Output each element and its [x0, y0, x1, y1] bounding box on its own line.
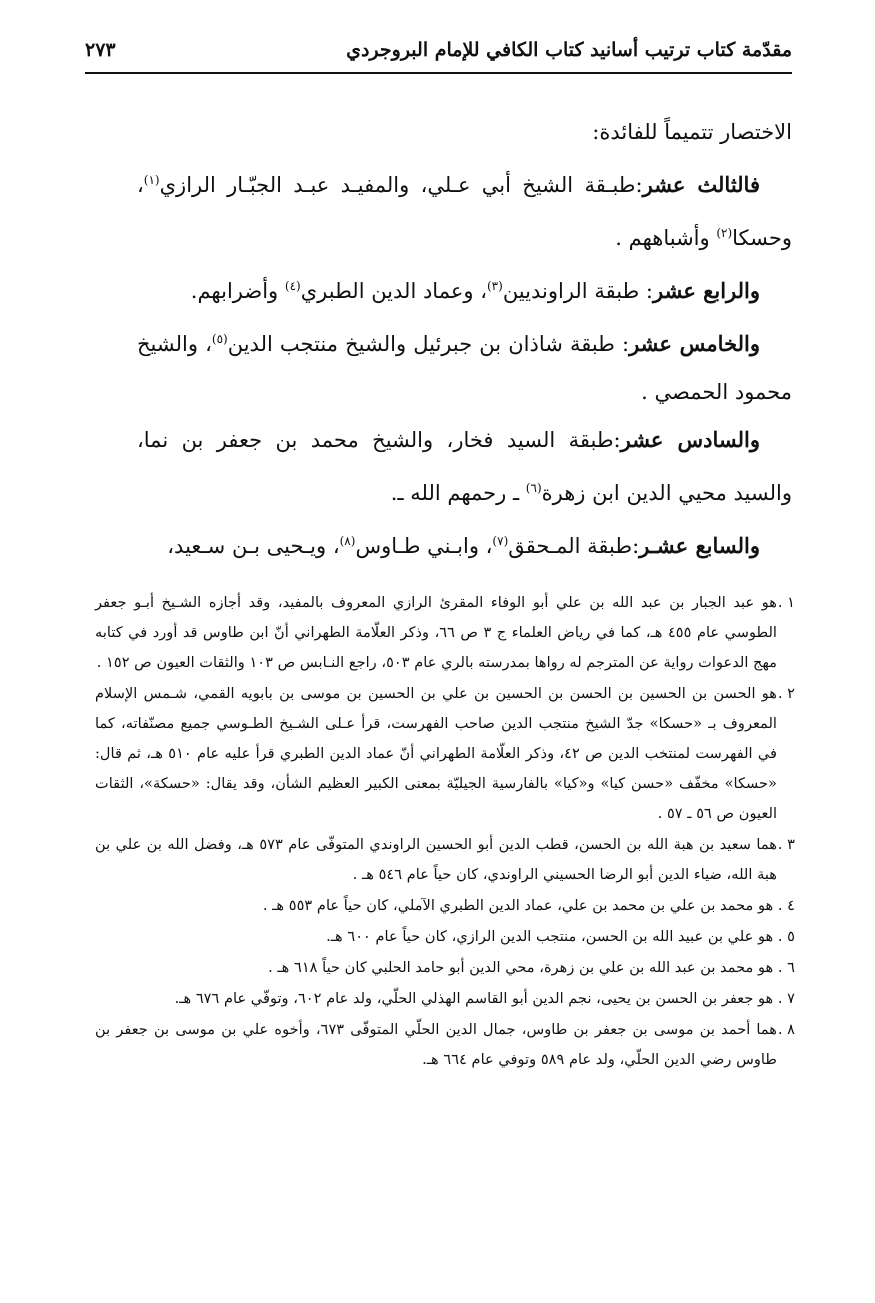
text-13-end: وأشباههم . [615, 226, 717, 250]
footnote-text: هو جعفر بن الحسن بن يحيى، نجم الدين أبو القاسم الهذلي الحلّي، ولد عام ٦٠٢، وتوفّي عام ٦٧٦ هـ. [174, 990, 774, 1007]
header-rule [85, 72, 792, 74]
footnote-1 [95, 588, 795, 678]
text-17: :طبقة المـحقق [508, 534, 640, 558]
text-13-mid: ، وحسكا [137, 173, 792, 250]
footnote-ref-2[interactable]: (٢) [716, 226, 733, 240]
footnote-number: ١ . [777, 594, 795, 611]
footnote-3 [95, 830, 795, 890]
footnote-2 [95, 679, 795, 829]
paragraph-14 [137, 262, 792, 315]
text-14-end: وأضرابهم. [190, 279, 285, 303]
footnote-4 [95, 891, 795, 921]
footnote-8 [95, 1015, 795, 1075]
main-text [137, 108, 792, 570]
footnote-ref-4[interactable]: (٤) [284, 279, 301, 293]
label-15: والخامس عشر [629, 331, 761, 356]
text-14: : طبقة الراونديين [502, 279, 654, 303]
footnote-number: ٢ . [777, 685, 795, 702]
footnote-number: ٥ . [777, 928, 795, 945]
text-14-mid: ، وعماد الدين الطبري [300, 279, 487, 303]
footnote-text: هو علي بن عبيد الله بن الحسن، منتجب الدين الرازي، كان حياً عام ٦٠٠ هـ. [326, 928, 774, 945]
label-16: والسادس عشر [620, 427, 760, 452]
paragraph-15 [137, 315, 792, 416]
text-17-mid: ، وابـني طـاوس [355, 534, 493, 558]
text-13: :طبـقة الشيخ أبي عـلي، والمفيـد عبـد الجبّـار الرازي [159, 173, 643, 197]
footnote-number: ٧ . [777, 990, 795, 1007]
footnote-text: هو محمد بن علي بن محمد بن علي، عماد الدين الطبري الآملي، كان حياً عام ٥٥٣ هـ . [262, 897, 774, 914]
footnote-number: ٣ . [777, 836, 795, 853]
footnote-ref-3[interactable]: (٣) [486, 279, 503, 293]
footnote-ref-8[interactable]: (٨) [339, 534, 356, 548]
footnote-text: هو عبد الجبار بن عبد الله بن علي أبو الوفاء المقرئ الرازي المعروف بالمفيد، وقد أجازه الشـيخ أبـو جعفر الطوسي عام ٤٥٥ هـ، كما في رياض العلماء ج ٣ ص ٦٦، وذكر العلّامة الطهراني أنّ ابن طاوس قد أورد في كتابه مهج الدعوات رواية عن المترجم له رواها بمدرسته بالري عام ٥٠٣، راجع النـابس ص ١٠٣ والثقات العيون ص ١٥٢ . [95, 594, 777, 671]
footnote-6 [95, 953, 795, 983]
footnotes-section [95, 588, 795, 1076]
label-14: والرابع عشر [653, 278, 760, 303]
footnote-text: هو الحسن بن الحسين بن الحسن بن الحسين بن علي بن الحسين بن موسى بن بابويه القمي، شـمس الإسلام المعروف بـ «حسكا» جدّ الشيخ منتجب الدين صاحب الفهرست، قرأ عـلى الشـيخ الطـوسي جميع مصنّفاته، كما في الفهرست لمنتخب الدين ص ٤٢، وذكر العلّامة الطهراني أنّ عماد الدين الطبري قرأ عليه عام ٥١٠ هـ، ثم قال: «حسكا» مخفّف «حسن كيا» و«كيا» بالفارسية الجيليّة بمعنى الكبير العظيم الشأن، وقد يقال: «حسكة»، الثقات العيون ص ٥٦ ـ ٥٧ . [95, 685, 777, 822]
footnote-text: هما أحمد بن موسى بن جعفر بن طاوس، جمال الدين الحلّي المتوفّى ٦٧٣، وأخوه علي بن موسى بن جعفر بن طاوس رضي الدين الحلّي، ولد عام ٥٨٩ وتوفي عام ٦٦٤ هـ. [95, 1021, 778, 1068]
footnote-ref-6[interactable]: (٦) [525, 481, 542, 495]
intro-line: الاختصار تتميماً للفائدة: [592, 120, 792, 144]
page-number: ٢٧٣ [85, 39, 116, 61]
footnote-7 [95, 984, 795, 1014]
footnote-ref-7[interactable]: (٧) [492, 534, 509, 548]
paragraph-13 [137, 156, 792, 262]
label-13: فالثالث عشر [642, 172, 760, 197]
running-title: مقدّمة كتاب ترتيب أسانيد كتاب الكافي للإمام البروجردي [346, 39, 792, 61]
text-15: : طبقة شاذان بن جبرئيل والشيخ منتجب الدين [227, 332, 630, 356]
text-16: :طبقة السيد فخار، والشيخ محمد بن جعفر بن نما، والسيد محيي الدين ابن زهرة [137, 428, 792, 505]
text-17-end: ، ويـحيى بـن سـعيد، [167, 534, 340, 558]
paragraph-16 [137, 416, 792, 517]
footnote-text: هو محمد بن عبد الله بن علي بن زهرة، محي الدين أبو حامد الحلبي كان حياً ٦١٨ هـ . [268, 959, 774, 976]
footnote-ref-1[interactable]: (١) [143, 173, 160, 187]
footnote-number: ٦ . [777, 959, 795, 976]
footnote-text: هما سعيد بن هبة الله بن الحسن، قطب الدين أبو الحسين الراوندي المتوفّى عام ٥٧٣ هـ، وفضل الله بن علي بن هبة الله، ضياء الدين أبو الرضا الحسيني الراوندي، كان حياً عام ٥٤٦ هـ . [95, 836, 777, 883]
footnote-ref-5[interactable]: (٥) [211, 332, 228, 346]
footnote-number: ٨ . [777, 1021, 795, 1038]
footnote-5 [95, 922, 795, 952]
running-header [85, 32, 792, 68]
footnote-number: ٤ . [777, 897, 795, 914]
text-16-end: ـ رحمهم الله ـ. [390, 481, 526, 505]
label-17: والسابع عشـر [639, 533, 760, 558]
text-15-end: ، والشيخ محمود الحمصي . [137, 332, 792, 404]
paragraph-17 [137, 517, 792, 570]
